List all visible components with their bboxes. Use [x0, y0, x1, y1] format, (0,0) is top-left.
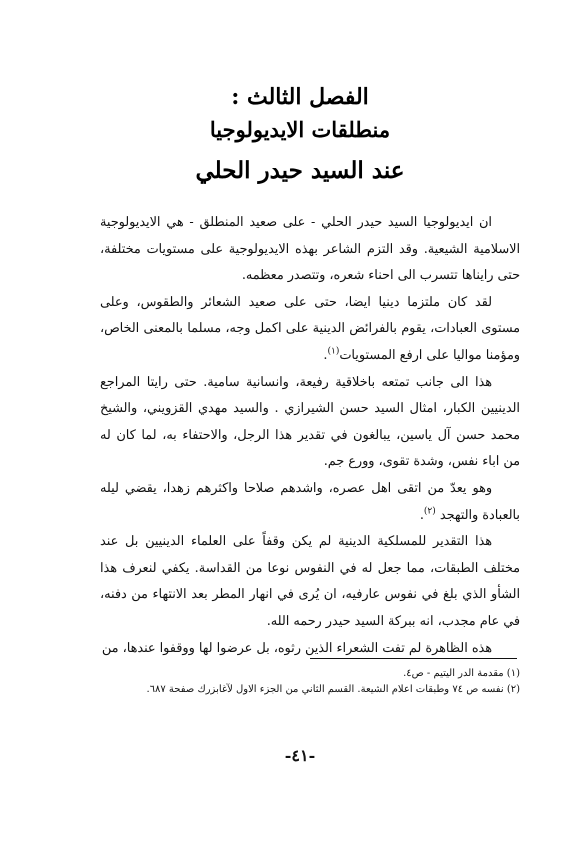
footnote: (١) مقدمة الدر اليتيم - ص٤. — [403, 668, 520, 679]
body-text — [100, 210, 520, 662]
paragraph-text: وهو يعدّ من اتقى اهل عصره، واشدهم صلاحا واكثرهم زهدا، يقضي ليله بالعبادة والتهجد — [100, 480, 520, 523]
chapter-subtitle: منطلقات الايديولوجيا — [209, 117, 391, 142]
footnote-divider — [310, 658, 517, 659]
footnote-ref: (٢) — [423, 506, 436, 517]
footnotes — [100, 666, 520, 698]
paragraph: هذا التقدير للمسلكية الدينية لم يكن وقفاً على العلماء الدينيين بل عند مختلف الطبقات، مما جعل له في النفوس نوعا من القداسة. يكفي لنعرف هذا الشأو الذي بلغ في نفوس عارفيه، ان يُرى في انهار المطر بعد الانتهاء من دفنه، في عام مجدب، انه ببركة السيد حيدر رحمه الله. — [100, 534, 520, 629]
paragraph: هذا الى جانب تمتعه باخلاقية رفيعة، وانسانية سامية. حتى رايتا المراجع الدينيين الكبار، امثال السيد حسن الشيرازي . والسيد مهدي القزويني، والشيخ محمد حسن آل ياسين، يبالغون في تقدير هذا الرجل، والاحتفاء به، لما كان له من اباء نفس، وشدة تقوى، وورع جم. — [100, 374, 520, 470]
chapter-title: الفصل الثالث : — [231, 84, 369, 110]
paragraph-text: لقد كان ملتزما دينيا ايضا، حتى على صعيد الشعائر والطقوس، وعلى مستوى العبادات، يقوم بالفرائض الدينية على اكمل وجه، مسلما بالمعنى الخاص، ومؤمنا مواليا على ارفع المستويات — [100, 294, 520, 363]
page-number: -٤١- — [284, 746, 316, 765]
paragraph: ان ايديولوجيا السيد حيدر الحلي - على صعيد المنطلق - هي الايديولوجية الاسلامية الشيعية. وقد التزم الشاعر بهذه الايديولوجية على مستويات مختلفة، حتى رايناها تتسرب الى احناء شعره، وتتصدر معظمه. — [100, 215, 520, 284]
footnote: (٢) نفسه ص ٧٤ وطبقات اعلام الشيعة. القسم الثاني من الجزء الاول لآغابزرك صفحة ٦٨٧. — [146, 684, 520, 695]
footnote-ref: (١) — [327, 346, 340, 357]
paragraph: وهو يعدّ من اتقى اهل عصره، واشدهم صلاحا واكثرهم زهدا، يقضي ليله بالعبادة والتهجد $^{(٢)}$. — [100, 480, 520, 523]
chapter-subject: عند السيد حيدر الحلي — [195, 157, 405, 184]
paragraph: هذه الظاهرة لم تفت الشعراء الذين رثوه، بل عرضوا لها ووقفوا عندها، من — [101, 640, 492, 656]
paragraph: لقد كان ملتزما دينيا ايضا، حتى على صعيد الشعائر والطقوس، وعلى مستوى العبادات، يقوم بالفرائض الدينية على اكمل وجه، مسلما بالمعنى الخاص، ومؤمنا مواليا على ارفع المستويات$^{(١)}$. — [100, 294, 520, 363]
